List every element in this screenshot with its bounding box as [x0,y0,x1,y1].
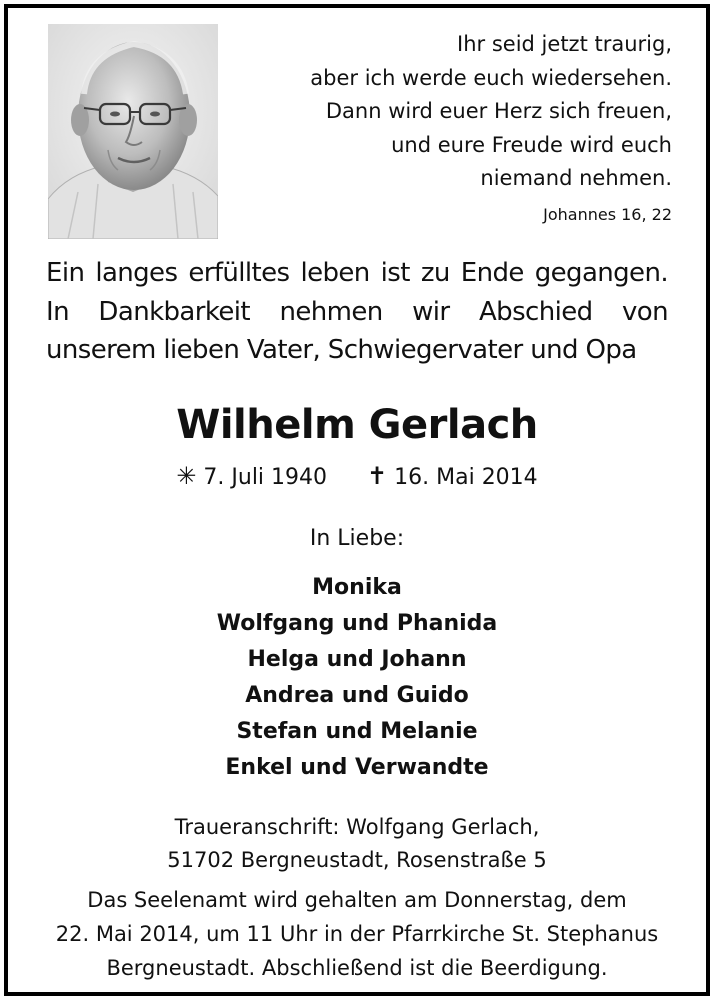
portrait-photo [48,24,218,239]
mourner-name: Stefan und Melanie [236,719,478,744]
mourners-heading: In Liebe: [309,526,405,551]
obituary-card [4,4,710,996]
death-cross-icon: ✝ [367,462,388,490]
quote-line: und eure Freude wird euch [391,132,672,157]
service-line: Das Seelenamt wird gehalten am Donnerstag, dem [87,888,627,912]
mourners-list [8,570,706,786]
deceased-name: Wilhelm Gerlach [176,402,538,448]
mourning-address [8,811,706,877]
bible-quote [252,28,672,224]
death-date: 16. Mai 2014 [394,465,538,490]
intro-text [46,254,668,370]
quote-line: aber ich werde euch wiedersehen. [310,65,672,90]
quote-source: Johannes 16, 22 [543,204,672,224]
birth-date: 7. Juli 1940 [203,465,328,490]
birth-star-icon: ✳ [176,462,197,490]
address-line: 51702 Bergneustadt, Rosenstraße 5 [167,848,547,872]
service-line: 22. Mai 2014, um 11 Uhr in der Pfarrkirche St. Stephanus [55,922,659,946]
service-line: Bergneustadt. Abschließend ist die Beerdigung. [106,956,608,980]
address-line: Traueranschrift: Wolfgang Gerlach, [174,815,540,839]
mourner-name: Wolfgang und Phanida [216,611,498,636]
mourner-name: Andrea und Guido [245,683,469,708]
quote-line: Ihr seid jetzt traurig, [457,32,672,56]
mourner-name: Helga und Johann [247,647,467,672]
life-dates [8,462,706,490]
quote-line: niemand nehmen. [480,166,672,190]
mourner-name: Enkel und Verwandte [225,755,489,780]
intro-line: In Dankbarkeit nehmen wir Abschied von [46,296,668,327]
intro-line: Ein langes erfülltes leben ist zu Ende gegangen. [46,258,668,288]
portrait-image [48,24,218,239]
quote-line: Dann wird euer Herz sich freuen, [325,99,672,123]
intro-line: unserem lieben Vater, Schwiegervater und Opa [46,335,637,365]
funeral-service-info [8,883,706,985]
mourner-name: Monika [312,575,402,600]
